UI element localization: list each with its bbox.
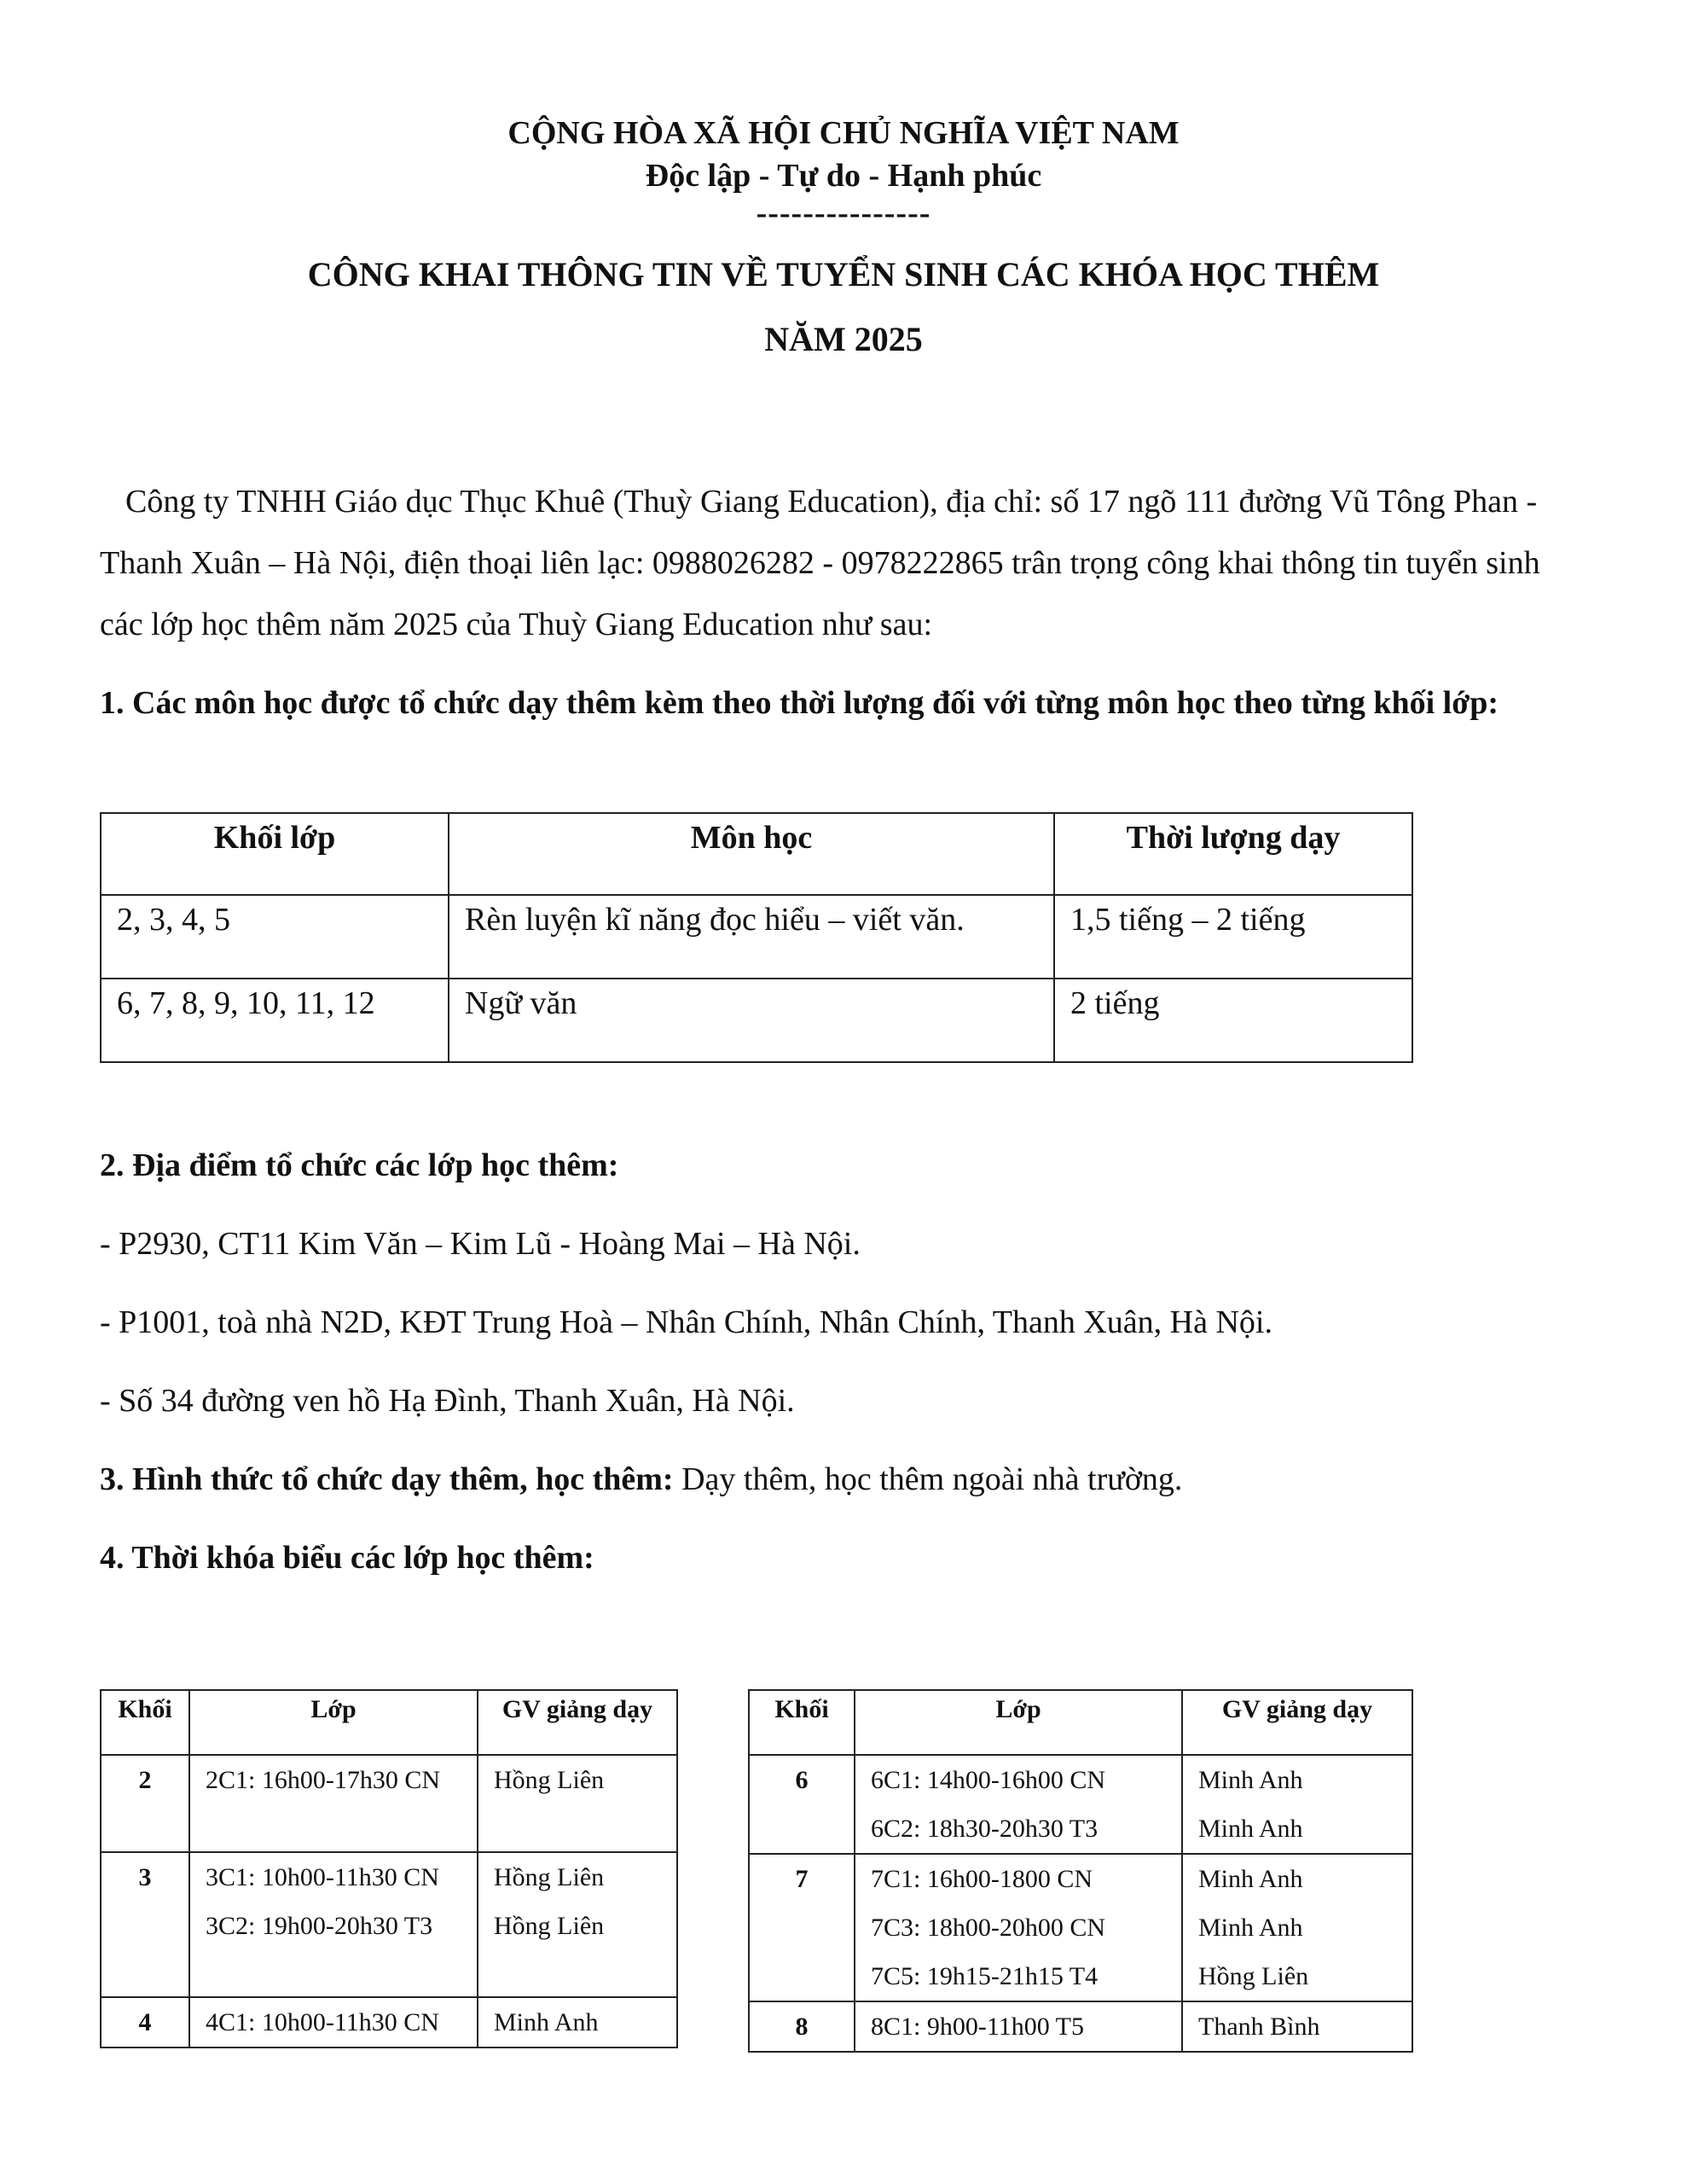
teacher-cell (478, 1755, 677, 1852)
table-row (101, 1997, 677, 2048)
class-slot: 2C1: 16h00-17h30 CN (206, 1766, 441, 1794)
schedule-header-class: Lớp (855, 1690, 1182, 1755)
grade-cell: 6, 7, 8, 9, 10, 11, 12 (101, 979, 449, 1062)
class-slot: 6C1: 14h00-16h00 CN (871, 1766, 1106, 1794)
grade-cell: 4 (101, 1997, 189, 2048)
grade-cell: 2 (101, 1755, 189, 1852)
location-item: - P1001, toà nhà N2D, KĐT Trung Hoà – Nhân Chính, Nhân Chính, Thanh Xuân, Hà Nội. (100, 1304, 1272, 1340)
grade-cell: 3 (101, 1852, 189, 1997)
class-cell (855, 1854, 1182, 2001)
section3-paragraph (100, 1461, 1182, 1498)
intro-paragraph: Công ty TNHH Giáo dục Thục Khuê (Thuỳ Giang Education), địa chỉ: số 17 ngõ 111 đường Vũ Tông Phan - Thanh Xuân – Hà Nội, điện thoại liên lạc: 0988026282 - 0978222865 trân trọng công khai thông tin tuyển sinh các lớp học thêm năm 2025 của Thuỳ Giang Education như sau: (100, 484, 1540, 642)
teacher-name: Hồng Liên (1198, 1962, 1309, 1990)
teacher-name: Hồng Liên (494, 1863, 605, 1891)
national-heading: CỘNG HÒA XÃ HỘI CHỦ NGHĨA VIỆT NAM (507, 115, 1180, 151)
table-row (101, 979, 1412, 1062)
teacher-name: Hồng Liên (494, 1912, 605, 1940)
subject-cell: Ngữ văn (449, 979, 1054, 1062)
grade-cell: 2, 3, 4, 5 (101, 895, 449, 979)
class-cell (189, 1852, 478, 1997)
grade-cell: 8 (749, 2001, 855, 2052)
schedule-header-class: Lớp (189, 1690, 478, 1755)
duration-cell: 1,5 tiếng – 2 tiếng (1054, 895, 1412, 979)
schedule-header-grade: Khối (101, 1690, 189, 1755)
teacher-name: Minh Anh (1198, 1815, 1303, 1843)
table-row (749, 1854, 1412, 2001)
table-row (101, 1755, 677, 1852)
class-slot: 8C1: 9h00-11h00 T5 (871, 2013, 1085, 2041)
document-title-year: NĂM 2025 (764, 320, 923, 358)
heading-separator: --------------- (756, 195, 931, 231)
table-row (101, 895, 1412, 979)
teacher-name: Minh Anh (1198, 1865, 1303, 1893)
section2-heading: 2. Địa điểm tổ chức các lớp học thêm: (100, 1147, 619, 1183)
teacher-cell (478, 1997, 677, 2048)
class-slot: 6C2: 18h30-20h30 T3 (871, 1815, 1099, 1843)
teacher-name: Minh Anh (494, 2008, 599, 2036)
subjects-header-duration: Thời lượng dạy (1054, 813, 1412, 895)
table-row (749, 1755, 1412, 1854)
document-title: CÔNG KHAI THÔNG TIN VỀ TUYỂN SINH CÁC KHÓA HỌC THÊM (307, 255, 1380, 293)
section4-heading: 4. Thời khóa biểu các lớp học thêm: (100, 1540, 594, 1576)
teacher-cell (478, 1852, 677, 1997)
teacher-cell (1182, 2001, 1412, 2052)
teacher-name: Thanh Bình (1198, 2013, 1320, 2041)
class-slot: 4C1: 10h00-11h30 CN (206, 2008, 439, 2036)
class-slot: 3C2: 19h00-20h30 T3 (206, 1912, 433, 1940)
class-slot: 7C3: 18h00-20h00 CN (871, 1914, 1106, 1942)
subjects-header-subject: Môn học (449, 813, 1054, 895)
table-row (101, 1852, 677, 1997)
subjects-table (100, 812, 1413, 1063)
grade-cell: 6 (749, 1755, 855, 1854)
teacher-cell (1182, 1755, 1412, 1854)
teacher-name: Minh Anh (1198, 1766, 1303, 1794)
schedule-table-left (100, 1689, 678, 2048)
schedule-header-teacher: GV giảng dạy (1182, 1690, 1412, 1755)
location-item: - Số 34 đường ven hồ Hạ Đình, Thanh Xuân, Hà Nội. (100, 1383, 795, 1419)
class-slot: 3C1: 10h00-11h30 CN (206, 1863, 439, 1891)
schedule-header-teacher: GV giảng dạy (478, 1690, 677, 1755)
schedule-table-right (748, 1689, 1413, 2053)
section3-heading: 3. Hình thức tổ chức dạy thêm, học thêm: (100, 1461, 674, 1497)
duration-cell: 2 tiếng (1054, 979, 1412, 1062)
location-item: - P2930, CT11 Kim Văn – Kim Lũ - Hoàng Mai – Hà Nội. (100, 1226, 861, 1262)
teacher-name: Minh Anh (1198, 1914, 1303, 1942)
section3-text: Dạy thêm, học thêm ngoài nhà trường. (673, 1461, 1183, 1497)
section1-heading: 1. Các môn học được tổ chức dạy thêm kèm theo thời lượng đối với từng môn học theo từng khối lớp: (100, 685, 1499, 721)
class-cell (189, 1997, 478, 2048)
class-cell (189, 1755, 478, 1852)
teacher-cell (1182, 1854, 1412, 2001)
class-slot: 7C5: 19h15-21h15 T4 (871, 1962, 1099, 1990)
grade-cell: 7 (749, 1854, 855, 2001)
table-row (749, 2001, 1412, 2052)
subject-cell: Rèn luyện kĩ năng đọc hiểu – viết văn. (449, 895, 1054, 979)
teacher-name: Hồng Liên (494, 1766, 605, 1794)
national-motto: Độc lập - Tự do - Hạnh phúc (645, 158, 1042, 194)
class-cell (855, 1755, 1182, 1854)
subjects-header-grade: Khối lớp (101, 813, 449, 895)
class-slot: 7C1: 16h00-1800 CN (871, 1865, 1093, 1893)
schedule-header-grade: Khối (749, 1690, 855, 1755)
class-cell (855, 2001, 1182, 2052)
